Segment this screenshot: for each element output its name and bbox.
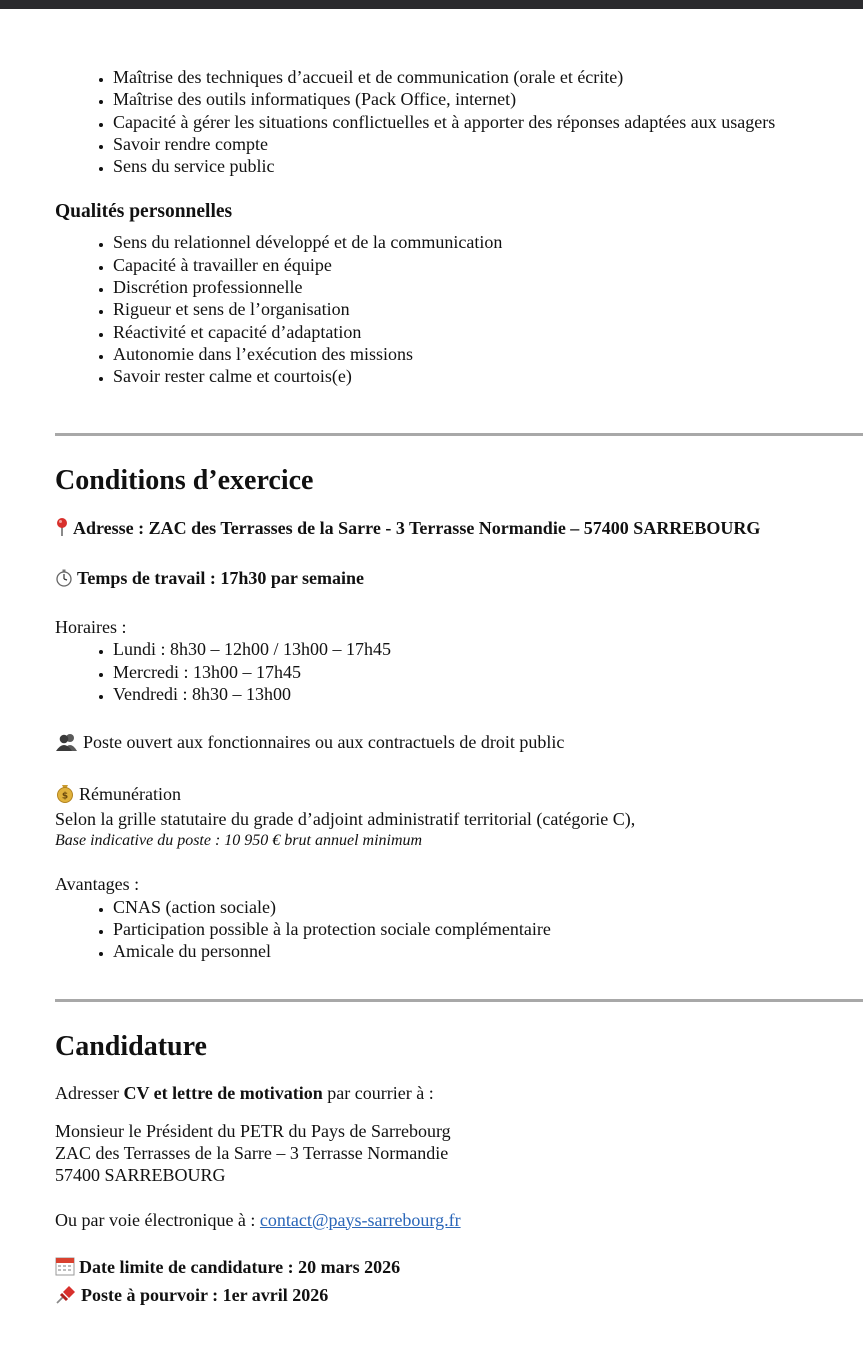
open-to-line bbox=[55, 731, 863, 756]
section-divider bbox=[55, 433, 863, 436]
application-heading: Candidature bbox=[55, 1031, 207, 1063]
list-item: • Autonomie dans l’exécution des missions bbox=[113, 343, 863, 365]
list-item: • CNAS (action sociale) bbox=[113, 896, 863, 918]
list-item: • Rigueur et sens de l’organisation bbox=[113, 298, 863, 320]
list-item: • Capacité à gérer les situations conflictuelles et à apporter des réponses adaptées aux usagers bbox=[113, 111, 863, 133]
list-item: • Savoir rendre compte bbox=[113, 133, 863, 155]
money-bag-icon bbox=[55, 783, 75, 808]
qualities-list bbox=[55, 231, 863, 387]
address-line: ZAC des Terrasses de la Sarre – 3 Terrasse Normandie bbox=[55, 1143, 449, 1164]
top-bar bbox=[0, 0, 863, 9]
hours-label: Horaires : bbox=[55, 617, 127, 638]
list-item: • Maîtrise des techniques d’accueil et de communication (orale et écrite) bbox=[113, 66, 863, 88]
start-text: Poste à pourvoir : 1er avril 2026 bbox=[81, 1285, 329, 1306]
busts-icon bbox=[55, 733, 79, 756]
svg-text:$: $ bbox=[61, 791, 69, 802]
application-intro: Adresser CV et lettre de motivation par courrier à : bbox=[55, 1083, 434, 1104]
benefits-list bbox=[55, 896, 863, 963]
list-item: • Amicale du personnel bbox=[113, 940, 863, 962]
document-body bbox=[55, 66, 863, 1310]
list-item: • Lundi : 8h30 – 12h00 / 13h00 – 17h45 bbox=[113, 638, 863, 660]
hours-list bbox=[55, 638, 863, 705]
pushpin-icon bbox=[55, 1284, 77, 1309]
email-link[interactable]: contact@pays-sarrebourg.fr bbox=[259, 1209, 461, 1230]
conditions-heading: Conditions d’exercice bbox=[55, 464, 314, 496]
pay-title-text: Rémunération bbox=[79, 783, 181, 804]
list-item: • Participation possible à la protection sociale complémentaire bbox=[113, 918, 863, 940]
round-pushpin-icon bbox=[55, 517, 69, 542]
application-documents: CV et lettre de motivation bbox=[123, 1083, 323, 1104]
pay-base: Base indicative du poste : 10 950 € brut annuel minimum bbox=[55, 832, 423, 850]
work-time-text: Temps de travail : 17h30 par semaine bbox=[77, 567, 365, 588]
section-divider bbox=[55, 999, 863, 1002]
stopwatch-icon bbox=[55, 569, 73, 592]
qualities-heading: Qualités personnelles bbox=[55, 201, 233, 223]
list-item: • Vendredi : 8h30 – 13h00 bbox=[113, 683, 863, 705]
deadline-text: Date limite de candidature : 20 mars 2026 bbox=[79, 1256, 401, 1277]
address-line bbox=[55, 517, 863, 542]
start-line bbox=[55, 1284, 863, 1309]
email-line: Ou par voie électronique à : contact@pays-sarrebourg.fr bbox=[55, 1209, 461, 1230]
address-text: Adresse : ZAC des Terrasses de la Sarre - 3 Terrasse Normandie – 57400 SARREBOURG bbox=[73, 517, 761, 538]
list-item: • Sens du relationnel développé et de la communication bbox=[113, 231, 863, 253]
list-item: • Savoir rester calme et courtois(e) bbox=[113, 365, 863, 387]
list-item: • Réactivité et capacité d’adaptation bbox=[113, 321, 863, 343]
list-item: • Sens du service public bbox=[113, 155, 863, 177]
work-time-line bbox=[55, 567, 863, 592]
calendar-icon bbox=[55, 1256, 75, 1281]
pay-text: Selon la grille statutaire du grade d’adjoint administratif territorial (catégorie C), bbox=[55, 808, 636, 829]
open-to-text: Poste ouvert aux fonctionnaires ou aux contractuels de droit public bbox=[83, 732, 565, 753]
pay-title-line bbox=[55, 783, 863, 808]
address-line: 57400 SARREBOURG bbox=[55, 1165, 226, 1186]
list-item: • Mercredi : 13h00 – 17h45 bbox=[113, 661, 863, 683]
list-item: • Maîtrise des outils informatiques (Pack Office, internet) bbox=[113, 88, 863, 110]
benefits-label: Avantages : bbox=[55, 874, 140, 895]
list-item: • Discrétion professionnelle bbox=[113, 276, 863, 298]
list-item: • Capacité à travailler en équipe bbox=[113, 254, 863, 276]
postal-address bbox=[55, 1120, 863, 1187]
address-line: Monsieur le Président du PETR du Pays de Sarrebourg bbox=[55, 1120, 451, 1141]
skills-list bbox=[55, 66, 863, 177]
deadline-line bbox=[55, 1256, 863, 1281]
